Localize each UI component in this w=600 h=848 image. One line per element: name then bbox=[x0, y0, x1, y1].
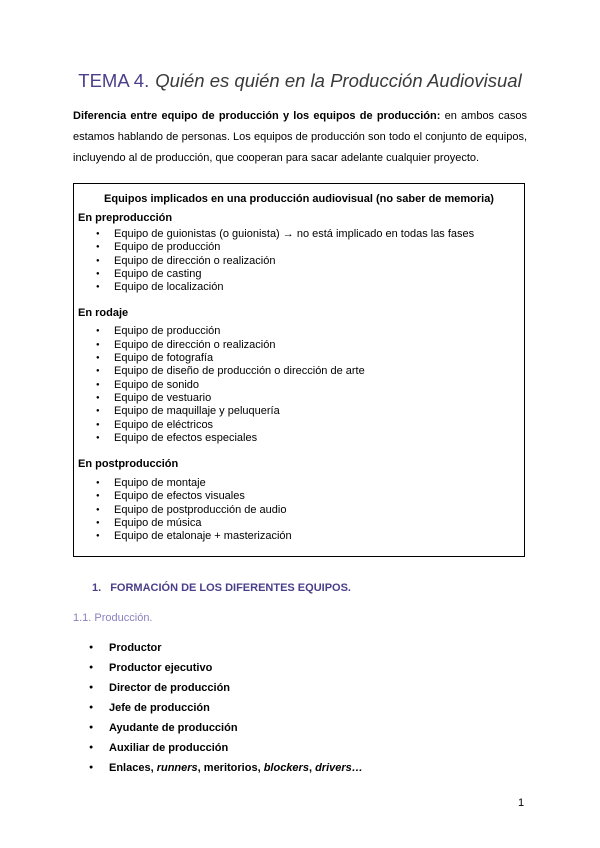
title-number: TEMA 4. bbox=[78, 70, 150, 91]
list-item: ● Equipo de sonido bbox=[74, 379, 524, 392]
list-item: ● Auxiliar de producción bbox=[73, 740, 363, 760]
list-item: ● Equipo de eléctricos bbox=[74, 419, 524, 432]
list-item: ● Equipo de vestuario bbox=[74, 392, 524, 405]
list-item: ● Equipo de localización bbox=[74, 281, 524, 294]
list-item: ● Equipo de guionistas (o guionista) → no está implicado en todas las fases bbox=[74, 228, 524, 241]
list-item: ● Equipo de producción bbox=[74, 325, 524, 338]
list-item: ● Equipo de efectos especiales bbox=[74, 432, 524, 445]
phase-list bbox=[74, 477, 524, 543]
page-number: 1 bbox=[518, 797, 525, 809]
phase-list bbox=[74, 325, 524, 445]
list-item: ● Equipo de postproducción de audio bbox=[74, 504, 524, 517]
role-part-italic: drivers… bbox=[315, 762, 363, 774]
list-item: ● Jefe de producción bbox=[73, 700, 363, 720]
box-title: Equipos implicados en una producción audiovisual (no saber de memoria) bbox=[104, 193, 494, 205]
list-item: ● Productor ejecutivo bbox=[73, 660, 363, 680]
role-part: , bbox=[308, 762, 316, 774]
phase-heading: En rodaje bbox=[78, 307, 129, 320]
list-item: ● Equipo de efectos visuales bbox=[74, 490, 524, 503]
list-item: ● Equipo de dirección o realización bbox=[74, 339, 524, 352]
title-text: Quién es quién en la Producción Audiovisual bbox=[155, 70, 522, 91]
list-item: ● Ayudante de producción bbox=[73, 720, 363, 740]
list-item: ● Equipo de etalonaje + masterización bbox=[74, 530, 524, 543]
section-heading bbox=[92, 582, 351, 594]
list-item: ● Equipo de fotografía bbox=[74, 352, 524, 365]
phase-heading: En postproducción bbox=[78, 458, 179, 471]
phase-list bbox=[74, 228, 524, 294]
page-title bbox=[0, 70, 600, 92]
section-title: FORMACIÓN DE LOS DIFERENTES EQUIPOS. bbox=[110, 582, 351, 594]
list-item: ● Equipo de casting bbox=[74, 268, 524, 281]
list-item: ● Equipo de dirección o realización bbox=[74, 255, 524, 268]
list-item: ● Equipo de producción bbox=[74, 241, 524, 254]
list-item: ● Equipo de montaje bbox=[74, 477, 524, 490]
list-item: ● Equipo de diseño de producción o dirección de arte bbox=[74, 365, 524, 378]
intro-text: en ambos casos estamos hablando de personas. Los equipos de producción son todo el conjunto de equipos, incluyendo al de producción, que cooperan para sacar adelante cualquier proyecto. bbox=[73, 110, 528, 164]
section-number: 1. bbox=[92, 582, 102, 594]
list-item bbox=[73, 760, 363, 780]
intro-paragraph bbox=[73, 106, 527, 169]
intro-bold: Diferencia entre equipo de producción y los equipos de producción: bbox=[73, 110, 441, 122]
role-part-italic: runners bbox=[156, 762, 198, 774]
list-item: ● Equipo de maquillaje y peluquería bbox=[74, 405, 524, 418]
list-item: ● Director de producción bbox=[73, 680, 363, 700]
roles-list bbox=[73, 640, 363, 780]
subsection-heading: 1.1. Producción. bbox=[73, 612, 153, 624]
list-item: ● Productor bbox=[73, 640, 363, 660]
role-part-italic: blockers bbox=[263, 762, 309, 774]
teams-box bbox=[73, 183, 525, 557]
role-part: Enlaces, bbox=[109, 762, 157, 774]
role-part: , meritorios, bbox=[197, 762, 264, 774]
phase-heading: En preproducción bbox=[78, 212, 173, 224]
list-item: ● Equipo de música bbox=[74, 517, 524, 530]
